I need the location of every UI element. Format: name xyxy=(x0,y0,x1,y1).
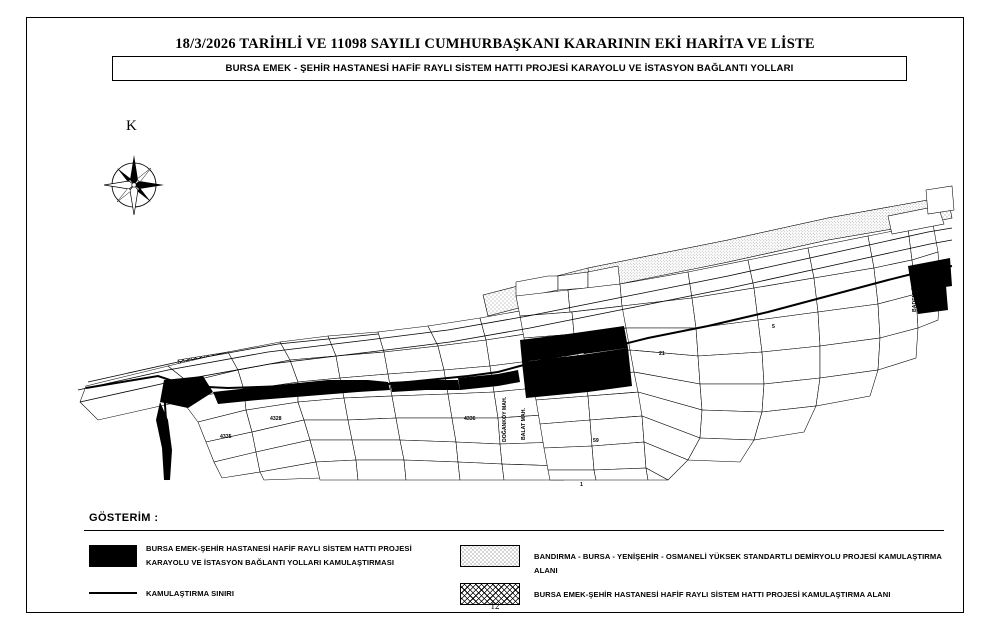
subtitle-box xyxy=(112,56,907,81)
label-bademli: BADEMLİ MAH. xyxy=(912,273,918,312)
legend-swatch-road-expropriation xyxy=(89,545,137,567)
legend-label-expropriation-border: KAMULAŞTIRMA SINIRI xyxy=(146,589,235,598)
parcel-no-7: 1 xyxy=(580,482,583,488)
legend-swatch-railway-area xyxy=(460,545,520,567)
legend-divider xyxy=(84,530,944,531)
document-frame xyxy=(26,17,964,613)
page-number: 12 xyxy=(490,601,500,611)
legend-label-road-expropriation xyxy=(146,542,466,571)
cadastral-parcels-left xyxy=(80,332,406,480)
legend-heading: GÖSTERİM : xyxy=(89,512,159,524)
parcel-no-5: 21 xyxy=(659,351,665,357)
parcel-no-1: 4335 xyxy=(220,434,232,440)
parcel-no-6: 5 xyxy=(772,324,775,330)
map-canvas xyxy=(28,90,962,488)
legend-label-lrt-area: BURSA EMEK-ŞEHİR HASTANESİ HAFİF RAYLI SİSTEM HATTI PROJESİ KAMULAŞTIRMA ALANI xyxy=(534,590,891,599)
legend-label-railway-area: BANDIRMA - BURSA - YENİŞEHİR - OSMANELİ YÜKSEK STANDARTLI DEMİRYOLU PROJESİ KAMULAŞTIRMA ALANI xyxy=(534,552,942,576)
parcel-no-2: 4328 xyxy=(270,416,282,422)
parcel-no-4: 59 xyxy=(593,438,599,444)
project-subtitle: BURSA EMEK - ŞEHİR HASTANESİ HAFİF RAYLI SİSTEM HATTI PROJESİ KARAYOLU VE İSTASYON BAĞLANTI YOLLARI xyxy=(225,63,794,74)
legend-swatch-expropriation-border xyxy=(89,592,137,594)
legend-label-road-expropriation-line2: KARAYOLU VE İSTASYON BAĞLANTI YOLLARI KAMULAŞTIRMASI xyxy=(146,558,395,568)
north-arrow xyxy=(104,155,164,215)
legend xyxy=(62,488,942,608)
label-balat: BALAT MAH. xyxy=(521,408,527,440)
parcel-no-3: 4336 xyxy=(464,416,476,422)
page-title: 18/3/2026 TARİHLİ VE 11098 SAYILI CUMHURBAŞKANI KARARININ EKİ HARİTA VE LİSTE xyxy=(175,36,815,52)
label-dogankoy: DOĞANKÖY MAH. xyxy=(502,396,508,442)
north-arrow-label: K xyxy=(126,118,137,134)
legend-label-road-expropriation-line1: BURSA EMEK-ŞEHİR HASTANESİ HAFİF RAYLI SİSTEM HATTI PROJESİ xyxy=(146,544,412,553)
